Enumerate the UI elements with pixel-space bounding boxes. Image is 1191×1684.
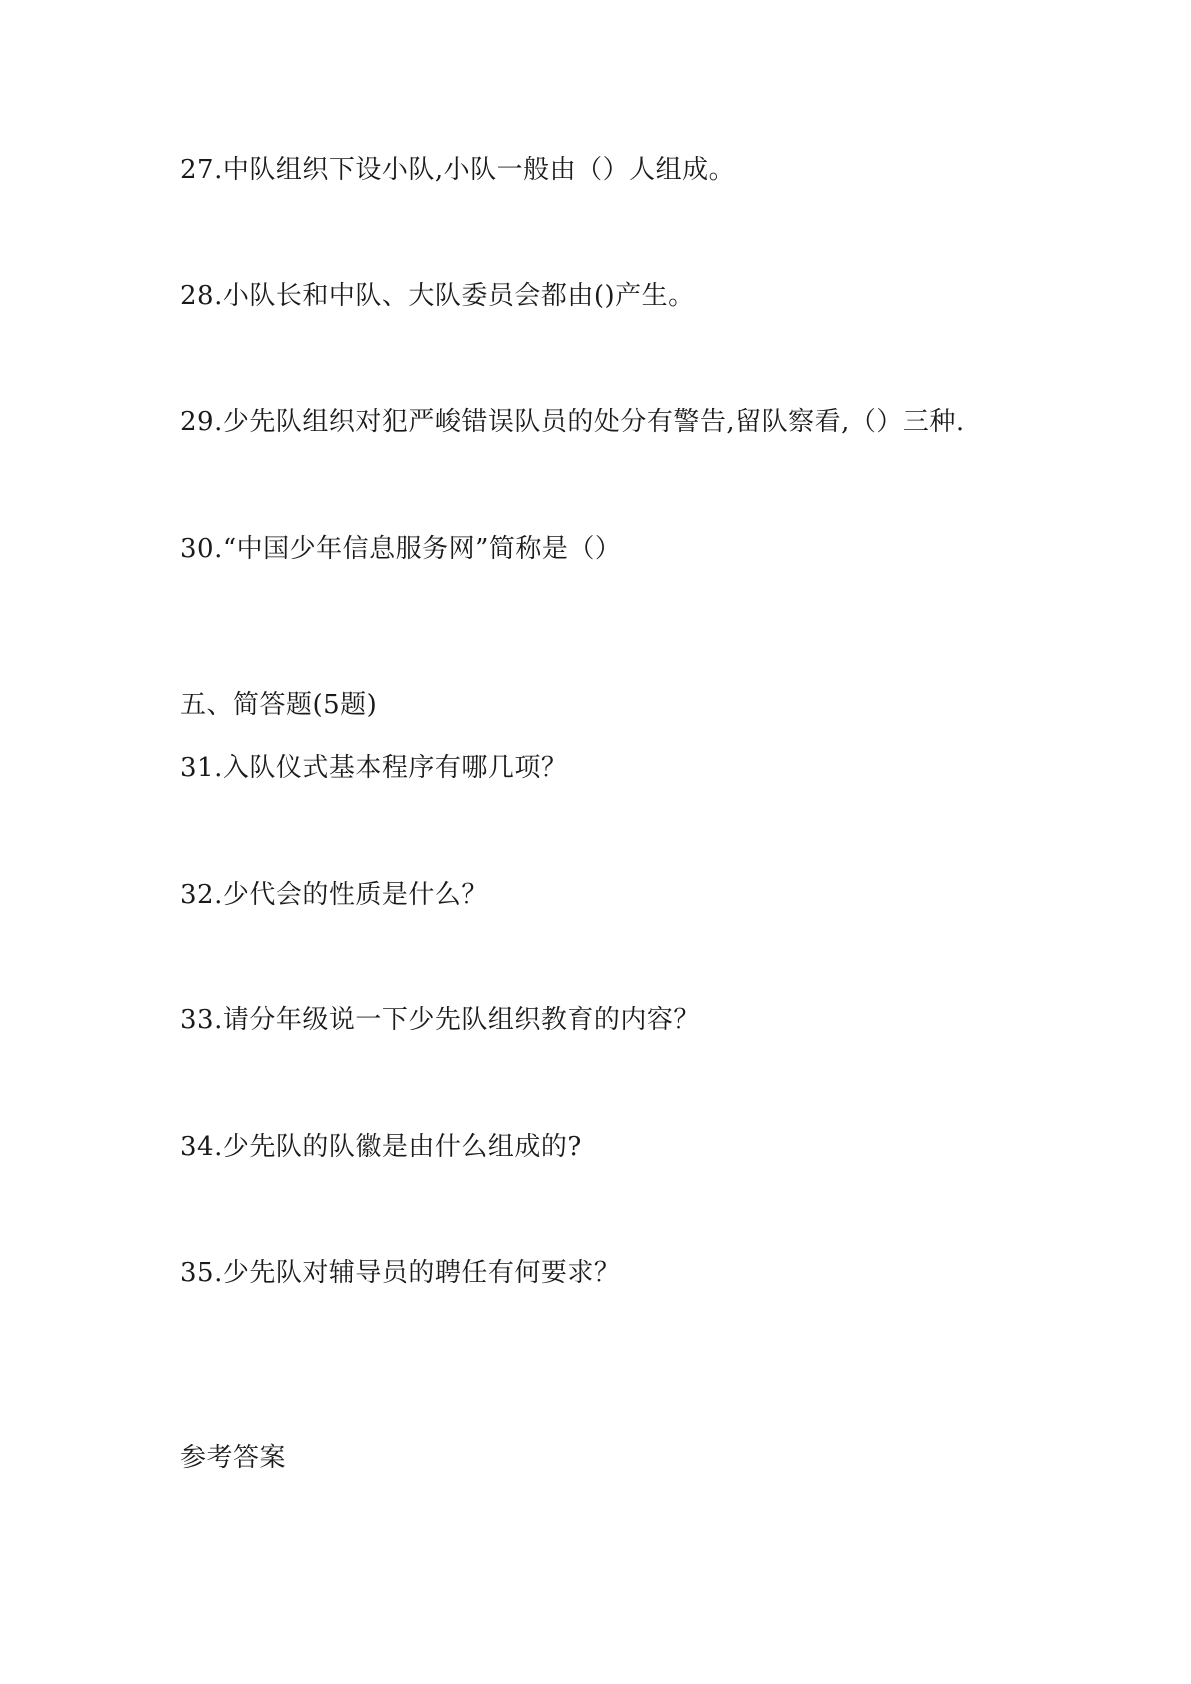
question-30: 30.“中国少年信息服务网”简称是（） — [180, 534, 622, 564]
question-32: 32.少代会的性质是什么？ — [180, 880, 488, 910]
question-34: 34.少先队的队徽是由什么组成的? — [180, 1132, 582, 1162]
question-27: 27.中队组织下设小队,小队一般由（）人组成。 — [180, 155, 736, 185]
question-33: 33.请分年级说一下少先队组织教育的内容？ — [180, 1005, 700, 1035]
question-29: 29.少先队组织对犯严峻错误队员的处分有警告,留队察看,（）三种. — [180, 407, 965, 437]
section-title: 五、简答题(5题) — [180, 690, 378, 720]
question-31: 31.入队仪式基本程序有哪几项？ — [180, 753, 568, 783]
question-35: 35.少先队对辅导员的聘任有何要求？ — [180, 1258, 621, 1288]
answers-heading: 参考答案 — [180, 1443, 287, 1473]
question-28: 28.小队长和中队、大队委员会都由()产生。 — [180, 281, 695, 311]
